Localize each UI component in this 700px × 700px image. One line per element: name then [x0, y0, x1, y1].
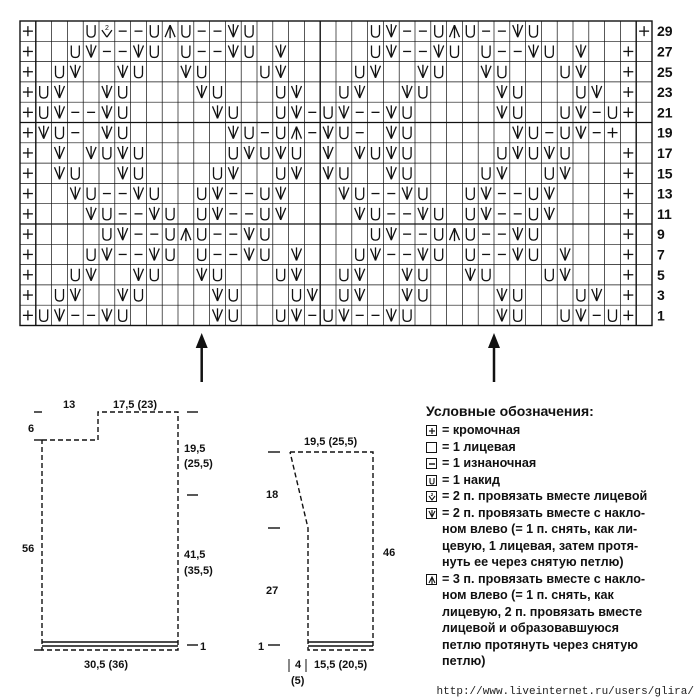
- sleeve-right: 46: [383, 547, 396, 559]
- legend-item: [426, 488, 696, 505]
- sleeve-schematic: [268, 452, 373, 650]
- legend-item-text: = 2 п. провязать вместе с накло- ном влево (= 1 п. снять, как ли- цевую, 1 лицевая, затем протя- нуть ее через снятую петлю): [442, 505, 646, 569]
- front-left-height: 56: [22, 543, 35, 555]
- legend-item-text: = 1 изнаночная: [442, 456, 537, 470]
- row-number: 1: [657, 307, 665, 324]
- front-neck-depth: 6: [28, 423, 35, 435]
- front-bottom: 30,5 (36): [84, 659, 129, 671]
- yarnover-icon: [426, 475, 437, 486]
- sleeve-bottom-left: 4: [295, 659, 302, 671]
- svg-text:2: 2: [430, 492, 434, 497]
- row-number: 7: [657, 246, 665, 263]
- sk2p-icon: [426, 574, 437, 585]
- row-number: 11: [657, 205, 672, 222]
- watermark-url: http://www.liveinternet.ru/users/glira/: [436, 686, 694, 698]
- row-number: 29: [657, 23, 673, 40]
- sleeve-bottom-left-alt: (5): [291, 675, 305, 687]
- front-right-upper-alt: (25,5): [184, 458, 213, 470]
- row-numbers: [657, 23, 673, 323]
- legend-item-text: = 2 п. провязать вместе лицевой: [442, 489, 648, 503]
- legend-item-text: = 1 лицевая: [442, 439, 516, 454]
- sleeve-bottom-right: 15,5 (20,5): [314, 659, 368, 671]
- sleeve-outline: [290, 452, 373, 650]
- legend-item: [426, 571, 696, 670]
- legend-items: [426, 422, 696, 670]
- front-top-right: 17,5 (23): [113, 399, 158, 411]
- legend-item: [426, 455, 696, 472]
- row-number: 9: [657, 226, 665, 243]
- stitch-chart: [20, 21, 652, 326]
- sleeve-rib: 1: [258, 641, 265, 653]
- dash-icon: [426, 458, 437, 469]
- k2tog-icon: [426, 491, 437, 502]
- front-right-lower-alt: (35,5): [184, 565, 213, 577]
- row-number: 21: [657, 104, 673, 121]
- legend-item: [426, 472, 696, 489]
- legend-item: [426, 439, 696, 456]
- plus-icon: [426, 425, 437, 436]
- svg-text:2: 2: [104, 25, 109, 33]
- legend-item-text: = 3 п. провязать вместе с накло- ном влево (= 1 п. снять, как лицевую, 2 п. провязать вместе лицевой и образовавшуюся петлю протянуть через снятую петлю): [442, 571, 646, 668]
- empty-icon: [426, 442, 437, 453]
- sleeve-left-lower: 27: [266, 585, 279, 597]
- front-schematic: [34, 412, 198, 650]
- row-number: 23: [657, 84, 673, 101]
- row-number: 19: [657, 124, 673, 141]
- legend: [426, 402, 696, 670]
- front-outline: [42, 412, 178, 650]
- legend-item: [426, 422, 696, 439]
- front-right-lower: 41,5: [184, 549, 206, 561]
- row-number: 3: [657, 287, 665, 304]
- sleeve-left-upper: 18: [266, 489, 279, 501]
- front-top-left: 13: [63, 399, 76, 411]
- row-number: 17: [657, 144, 673, 161]
- repeat-arrow: [488, 333, 500, 382]
- legend-item-text: = 1 накид: [442, 472, 501, 487]
- legend-title: Условные обозначения:: [426, 403, 594, 419]
- ssk-icon: [426, 508, 437, 519]
- front-rib: 1: [200, 641, 207, 653]
- row-number: 27: [657, 43, 673, 60]
- row-number: 5: [657, 266, 665, 283]
- repeat-arrow: [196, 333, 208, 382]
- legend-item: [426, 505, 696, 571]
- legend-item-text: = кромочная: [442, 423, 521, 437]
- repeat-arrows: [196, 333, 500, 382]
- row-number: 25: [657, 63, 673, 80]
- row-number: 15: [657, 165, 673, 182]
- row-number: 13: [657, 185, 673, 202]
- sleeve-top: 19,5 (25,5): [304, 436, 358, 448]
- front-right-upper: 19,5: [184, 443, 206, 455]
